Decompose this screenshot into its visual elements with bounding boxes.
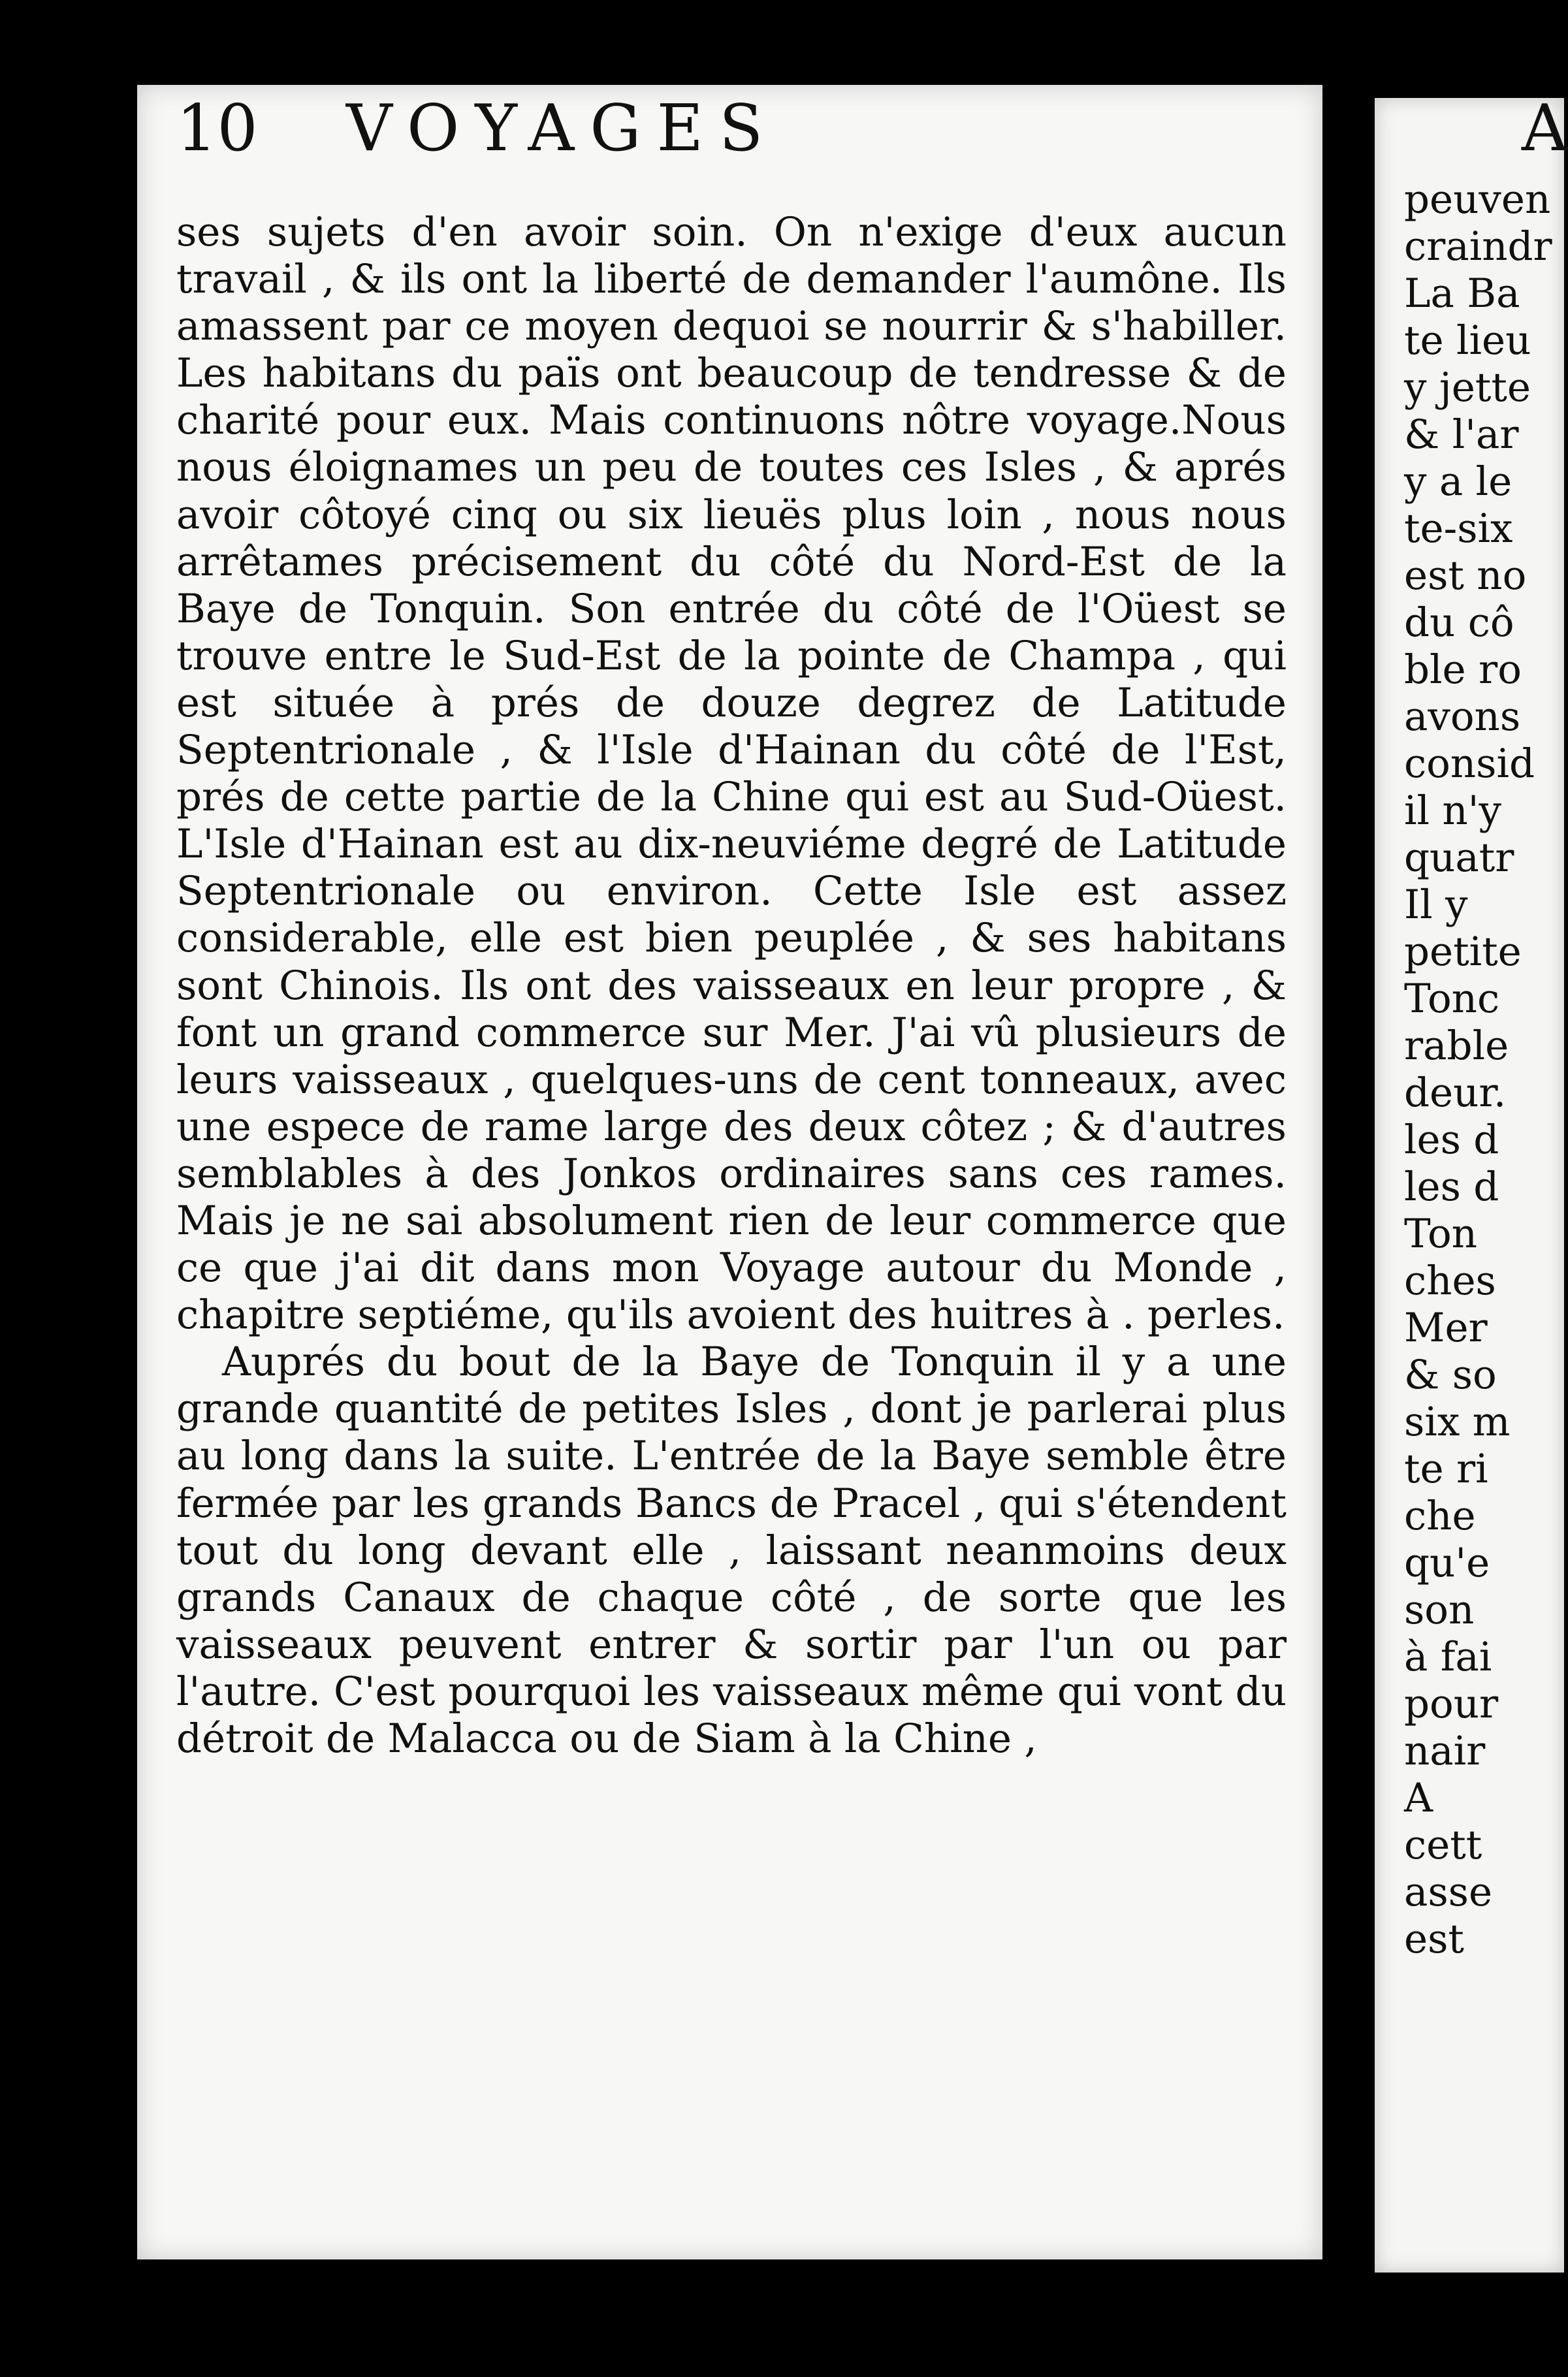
right-page-line: craindr bbox=[1404, 223, 1552, 270]
right-page-line: te lieu bbox=[1404, 317, 1531, 364]
running-head: VOYAGES bbox=[346, 91, 779, 166]
right-page-header-fragment: A bbox=[1522, 91, 1568, 166]
right-page-line: Ton bbox=[1404, 1211, 1477, 1257]
right-page-line: nair bbox=[1404, 1728, 1486, 1774]
right-page-line: y a le bbox=[1404, 458, 1512, 505]
right-page-line: pour bbox=[1404, 1681, 1499, 1727]
page-header bbox=[176, 91, 1025, 166]
right-page-line: cett bbox=[1404, 1822, 1482, 1868]
right-page-line: asse bbox=[1404, 1869, 1493, 1915]
right-page-line: à fai bbox=[1404, 1634, 1492, 1680]
right-page-line: six m bbox=[1404, 1399, 1511, 1445]
right-page-line: les d bbox=[1404, 1117, 1499, 1163]
right-page-line: A bbox=[1404, 1775, 1433, 1821]
right-page-line: qu'e bbox=[1404, 1540, 1490, 1586]
body-text bbox=[176, 209, 1287, 1763]
right-page-line: quatr bbox=[1404, 835, 1514, 881]
right-page-line: les d bbox=[1404, 1164, 1499, 1210]
right-page-line: du cô bbox=[1404, 599, 1514, 646]
right-page-line: son bbox=[1404, 1587, 1475, 1633]
right-page-line: petite bbox=[1404, 929, 1522, 975]
right-page-line: ble ro bbox=[1404, 646, 1522, 693]
right-page-text-fragments bbox=[1404, 176, 1561, 1963]
right-page-line: che bbox=[1404, 1493, 1476, 1539]
right-page-line: rable bbox=[1404, 1023, 1509, 1069]
right-page-line: te-six bbox=[1404, 505, 1513, 552]
right-page-line: La Ba bbox=[1404, 270, 1520, 317]
right-page-line: & so bbox=[1404, 1352, 1497, 1398]
page-number: 10 bbox=[176, 91, 258, 166]
right-page-line: Mer bbox=[1404, 1305, 1488, 1351]
right-page-line: il n'y bbox=[1404, 788, 1501, 834]
right-page-line: peuven bbox=[1404, 176, 1551, 223]
right-page-line: Tonc bbox=[1404, 976, 1500, 1022]
right-page-line: & l'ar bbox=[1404, 411, 1519, 458]
right-page-line: est no bbox=[1404, 552, 1527, 599]
right-page-line: ches bbox=[1404, 1258, 1496, 1304]
right-page-line: consid bbox=[1404, 741, 1535, 787]
paragraph-2: Auprés du bout de la Baye de Tonquin il y a une grande quantité de petites Isles , dont je parlerai plus au long dans la suite. L'entrée de la Baye semble être fermée par les grands Bancs de Pracel , qui s'étendent tout du long devant elle , laissant neanmoins deux grands Canaux de chaque côté , de sorte que les vaisseaux peuvent entrer & sortir par l'un ou par l'autre. C'est pourquoi les vaisseaux même qui vont du détroit de Malacca ou de Siam à la Chine , bbox=[176, 1339, 1287, 1762]
paragraph-1: ses sujets d'en avoir soin. On n'exige d'eux aucun travail , & ils ont la liberté de demander l'aumône. Ils amassent par ce moyen dequoi se nourrir & s'habiller. Les habitans du païs ont beaucoup de tendresse & de charité pour eux. Mais continuons nôtre voyage.Nous nous éloignames un peu de toutes ces Isles , & aprés avoir côtoyé cinq ou six lieuës plus loin , nous nous arrêtames précisement du côté du Nord-Est de la Baye de Tonquin. Son entrée du côté de l'Oüest se trouve entre le Sud-Est de la pointe de Champa , qui est située à prés de douze degrez de Latitude Septentrionale , & l'Isle d'Hainan du côté de l'Est, prés de cette partie de la Chine qui est au Sud-Oüest. L'Isle d'Hainan est au dix-neuviéme degré de Latitude Septentrionale ou environ. Cette Isle est assez considerable, elle est bien peuplée , & ses habitans sont Chinois. Ils ont des vaisseaux en leur propre , & font un grand commerce sur Mer. J'ai vû plusieurs de leurs vaisseaux , quelques-uns de cent tonneaux, avec une espece de rame large des deux côtez ; & d'autres semblables à des Jonkos ordinaires sans ces rames. Mais je ne sai absolument rien de leur commerce que ce que j'ai dit dans mon Voyage autour du Monde , chapitre septiéme, qu'ils avoient des huitres à . perles. bbox=[176, 209, 1287, 1339]
right-page-line: y jette bbox=[1404, 364, 1531, 411]
right-page-line: Il y bbox=[1404, 882, 1468, 928]
right-page-line: avons bbox=[1404, 694, 1521, 740]
right-page-line: est bbox=[1404, 1916, 1464, 1962]
right-page-line: te ri bbox=[1404, 1446, 1488, 1492]
right-page-line: deur. bbox=[1404, 1070, 1507, 1116]
